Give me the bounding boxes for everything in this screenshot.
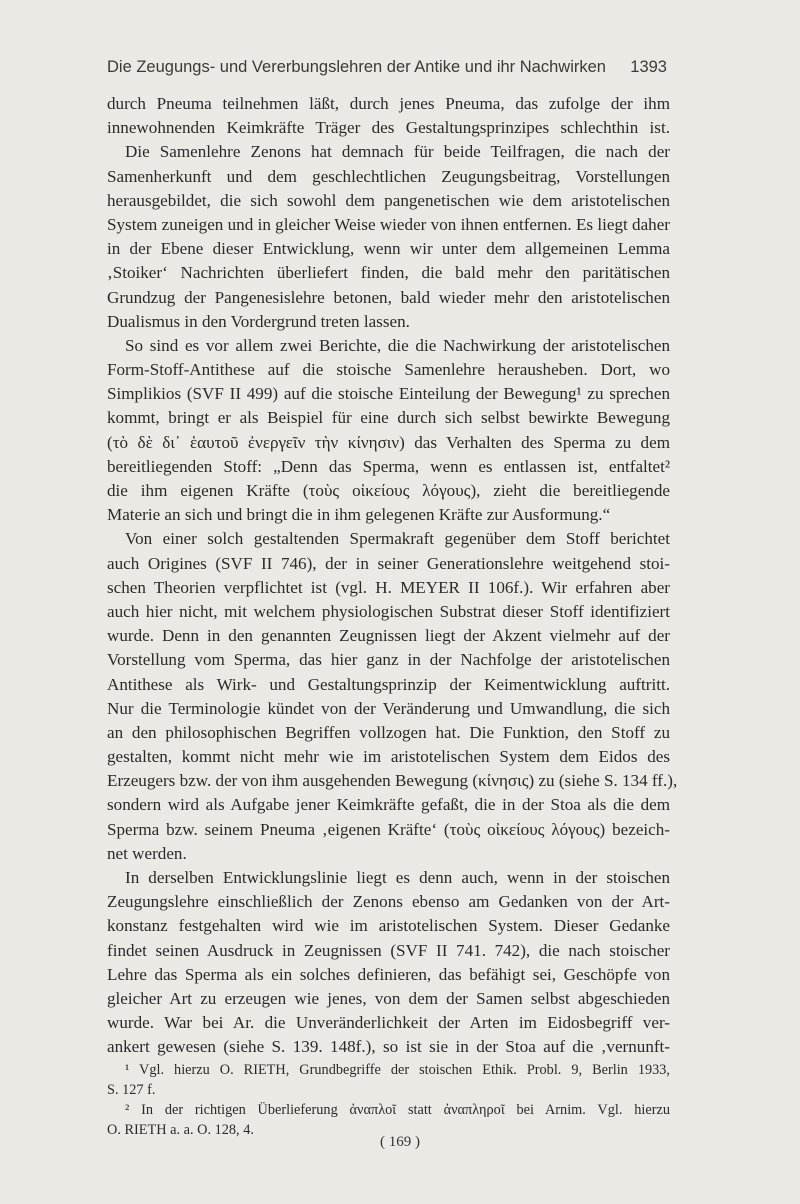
text-line: Sperma bzw. seinem Pneuma ‚eigenen Kräfte‘ (τοὺς οἰκείους λόγους) bezeich-	[107, 819, 670, 839]
footnote-line: ¹ Vgl. hierzu O. RIETH, Grundbegriffe der stoischen Ethik. Probl. 9, Berlin 1933,	[125, 1062, 670, 1078]
running-title: Die Zeugungs- und Vererbungslehren der Antike und ihr Nachwirken	[107, 58, 606, 76]
text-line: konstanz festgehalten wird wie im aristotelischen System. Dieser Gedanke	[107, 916, 670, 936]
text-line: Materie an sich und bringt die in ihm gelegenen Kräfte zur Ausformung.“	[107, 505, 611, 525]
text-line: an den philosophischen Begriffen vollzogen hat. Die Funktion, den Stoff zu	[107, 722, 670, 742]
text-line: die ihm eigenen Kräfte (τοὺς οἰκείους λόγους), zieht die bereitliegende	[107, 481, 670, 500]
text-line: auch Origines (SVF II 746), der in seiner Generationslehre weitgehend stoi-	[107, 553, 670, 573]
text-line: in der Ebene dieser Entwicklung, wenn wir unter dem allgemeinen Lemma	[107, 239, 670, 259]
text-line: System zuneigen und in gleicher Weise wieder von ihnen entfernen. Es liegt daher	[107, 214, 670, 234]
text-line: ‚Stoiker‘ Nachrichten überliefert finden, die bald mehr den paritätischen	[107, 263, 670, 283]
text-line: herausgebildet, die sich sowohl dem pangenetischen wie dem aristotelischen	[107, 190, 670, 210]
text-line: ankert gewesen (siehe S. 139. 148f.), so ist sie in der Stoa auf die ‚vernunft-	[107, 1037, 670, 1057]
text-line: Samenherkunft und dem geschlechtlichen Zeugungsbeitrag, Vorstellungen	[107, 166, 670, 186]
text-line: wurde. Denn in den genannten Zeugnissen liegt der Akzent vielmehr auf der	[107, 626, 670, 646]
text-line: Grundzug der Pangenesislehre betonen, bald wieder mehr den aristotelischen	[107, 287, 670, 307]
text-line: schen Theorien verpflichtet ist (vgl. H. MEYER II 106f.). Wir erfahren aber	[107, 577, 670, 597]
footnote-line: S. 127 f.	[107, 1082, 156, 1098]
text-line: wurde. War bei Ar. die Unveränderlichkeit der Arten im Eidosbegriff ver-	[107, 1013, 670, 1033]
text-line: gestalten, kommt nicht mehr wie im aristotelischen System dem Eidos des	[107, 747, 670, 767]
text-line: Erzeugers bzw. der von ihm ausgehenden Bewegung (κίνησις) zu (siehe S. 134 ff.),	[107, 771, 678, 791]
text-line: (τὸ δὲ δι᾽ ἑαυτοῦ ἐνεργεῖν τὴν κίνησιν) das Verhalten des Sperma zu dem	[107, 432, 670, 452]
text-line: Dualismus in den Vordergrund treten lassen.	[107, 311, 410, 331]
text-line: sondern wird als Aufgabe jener Keimkräfte gefaßt, die in der Stoa als die dem	[107, 795, 670, 815]
text-line: durch Pneuma teilnehmen läßt, durch jenes Pneuma, das zufolge der ihm	[107, 94, 670, 113]
footnotes	[107, 1060, 670, 1140]
text-line: In derselben Entwicklungslinie liegt es denn auch, wenn in der stoischen	[125, 868, 670, 887]
text-line: auch hier nicht, mit welchem physiologischen Substrat dieser Stoff identifiziert	[107, 601, 670, 621]
text-line: Form-Stoff-Antithese auf die stoische Samenlehre herausheben. Dort, wo	[107, 360, 670, 380]
text-line: Von einer solch gestaltenden Spermakraft gegenüber dem Stoff berichtet	[125, 529, 670, 549]
text-line: gleicher Art zu erzeugen wie jenes, von dem der Samen selbst abgeschieden	[107, 988, 670, 1008]
text-line: Zeugungslehre einschließlich der Zenons ebenso am Gedanken von der Art-	[107, 892, 670, 912]
text-line: kommt, bringt er als Beispiel für eine durch sich selbst bewirkte Bewegung	[107, 408, 670, 428]
text-line: Simplikios (SVF II 499) auf die stoische Einteilung der Bewegung¹ zu sprechen	[107, 384, 670, 404]
text-line: Die Samenlehre Zenons hat demnach für beide Teilfragen, die nach der	[125, 142, 670, 162]
running-head	[107, 58, 667, 77]
footnote-line: O. RIETH a. a. O. 128, 4.	[107, 1122, 254, 1138]
footnote-line: ² In der richtigen Überlieferung ἀναπλοῖ statt ἀναπληροῖ bei Arnim. Vgl. hierzu	[125, 1102, 670, 1118]
body-text	[107, 92, 678, 1060]
text-line: findet seinen Ausdruck in Zeugnissen (SVF II 741. 742), die nach stoischer	[107, 940, 670, 960]
text-line: innewohnenden Keimkräfte Träger des Gestaltungsprinzipes schlechthin ist.	[107, 118, 670, 138]
page-number: ( 169 )	[380, 1134, 420, 1150]
text-line: Vorstellung vom Sperma, das hier ganz in der Nachfolge der aristotelischen	[107, 650, 670, 670]
text-line: Nur die Terminologie kündet von der Veränderung und Umwandlung, die sich	[107, 698, 670, 718]
text-line: bereitliegenden Stoff: „Denn das Sperma, wenn es entlassen ist, entfaltet²	[107, 456, 670, 476]
text-line: net werden.	[107, 843, 187, 863]
text-line: Antithese als Wirk- und Gestaltungsprinzip der Keimentwicklung auftritt.	[107, 674, 670, 694]
text-line: So sind es vor allem zwei Berichte, die die Nachwirkung der aristotelischen	[125, 335, 670, 355]
text-line: Lehre das Sperma als ein solches definieren, das befähigt sei, Geschöpfe von	[107, 964, 670, 984]
running-page-number: 1393	[630, 58, 667, 76]
